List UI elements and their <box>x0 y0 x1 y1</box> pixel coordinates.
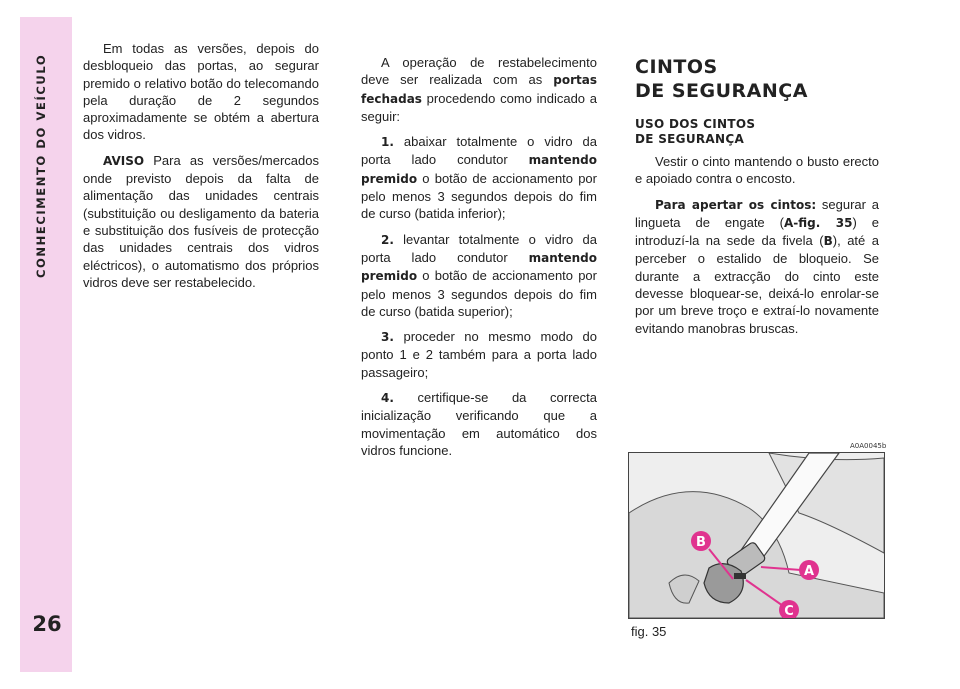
intro-bold: portas fechadas <box>361 73 597 106</box>
step-3 <box>361 328 597 381</box>
step-text-end: o botão de accionamento por pelo menos 3 segundos depois do fim de curso (batida inferior); <box>361 170 597 222</box>
figure-caption: fig. 35 <box>631 624 667 639</box>
step-number: 2. <box>381 232 394 247</box>
step-number: 1. <box>381 135 394 150</box>
column-1 <box>83 40 319 299</box>
intro-text-end: procedendo como indicado a seguir: <box>361 90 597 124</box>
paragraph-apertar <box>635 196 879 337</box>
step-number: 3. <box>381 330 394 345</box>
callout-label-b: B <box>696 535 706 550</box>
step-text: abaixar totalmente o vidro da porta lado condutor <box>361 134 597 168</box>
paragraph-intro <box>361 54 597 125</box>
apertar-label: Para apertar os cintos: <box>655 197 817 212</box>
apertar-text: segurar a lingueta de engate ( <box>635 196 879 230</box>
column-2 <box>361 54 597 467</box>
aviso-text: Para as versões/mercados onde previsto depois da falta de alimentação das unidades centrais (substituição ou desligamento da bateria e substituição dos fusíveis de protecção das unidades centrais dos vidros eléctricos), o automatismo dos próprios vidros deve ser restabelecido. <box>83 152 319 290</box>
page-number: 26 <box>32 612 62 636</box>
paragraph: Em todas as versões, depois do desbloqueio das portas, ao segurar premido o relativo botão do telecomando pela duração de 2 segundos aproximadamente se obtém a abertura dos vidros. <box>83 41 319 143</box>
callout-label-a: A <box>803 564 815 579</box>
section-heading <box>635 55 879 103</box>
apertar-text: ) e introduzí-la na sede da fivela ( <box>635 214 879 249</box>
step-bold: mantendo premido <box>361 250 597 284</box>
figure-code: A0A0045b <box>850 442 887 450</box>
aviso-label: AVISO <box>103 153 145 168</box>
column-3 <box>635 55 879 345</box>
subheading-line: DE SEGURANÇA <box>635 132 745 146</box>
step-text-end: o botão de accionamento por pelo menos 3 segundos depois do fim de curso (batida superior); <box>361 268 597 319</box>
heading-line: DE SEGURANÇA <box>635 80 808 102</box>
step-text: proceder no mesmo modo do ponto 1 e 2 também para a porta lado passageiro; <box>361 329 597 380</box>
seatbelt-illustration <box>629 453 884 618</box>
step-number: 4. <box>381 391 394 406</box>
step-bold: mantendo premido <box>361 153 597 186</box>
step-2 <box>361 231 597 320</box>
step-text: certifique-se da correcta inicialização verificando que a movimentação em automático dos vidros funcione. <box>361 390 597 458</box>
step-4 <box>361 389 597 459</box>
fig-reference: B <box>823 234 833 249</box>
fig-reference: A-fig. 35 <box>783 215 853 230</box>
heading-line: CINTOS <box>635 56 718 78</box>
step-1 <box>361 133 597 222</box>
paragraph: Vestir o cinto mantendo o busto erecto e apoiado contra o encosto. <box>635 154 879 187</box>
section-title: CONHECIMENTO DO VEÍCULO <box>34 53 48 278</box>
sub-heading <box>635 117 879 147</box>
subheading-line: USO DOS CINTOS <box>635 117 756 131</box>
intro-text: A operação de restabelecimento deve ser realizada com as <box>361 55 597 88</box>
seatbelt-figure <box>628 452 885 619</box>
step-text: levantar totalmente o vidro da porta lado condutor <box>361 231 597 265</box>
paragraph-aviso <box>83 152 319 291</box>
buckle-release-button <box>734 573 746 579</box>
apertar-text: ), até a perceber o estalido de bloqueio. Se durante a extracção do cinto este devesse bloquear-se, deixá-lo enrolar-se por um breve troço e extraí-lo novamente evitando manobras bruscas. <box>635 233 880 336</box>
callout-label-c: C <box>784 604 794 618</box>
